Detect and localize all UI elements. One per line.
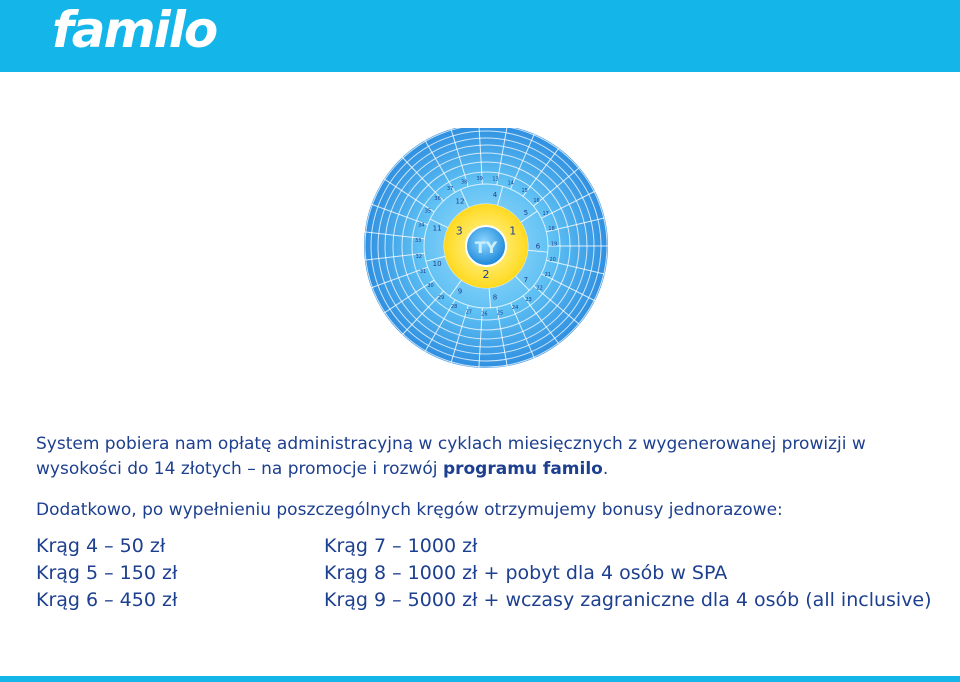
- footer-band: [0, 676, 960, 682]
- middle-ring-number: 5: [523, 209, 529, 217]
- bonus-item: Krąg 7 – 1000 zł: [324, 535, 478, 557]
- bonus-item: Krąg 9 – 5000 zł + wczasy zagraniczne dla 4 osób (all inclusive): [324, 589, 932, 611]
- outer-ring-number: 23: [525, 296, 532, 303]
- inner-ring-number: 2: [482, 267, 490, 281]
- program-name: programu familo: [442, 459, 603, 479]
- outer-ring-number: 30: [427, 283, 434, 290]
- bonus-intro: Dodatkowo, po wypełnieniu poszczególnych kręgów otrzymujemy bonusy jednorazowe:: [36, 500, 783, 520]
- outer-ring-number: 16: [533, 198, 540, 205]
- outer-ring-number: 34: [418, 222, 425, 229]
- outer-ring-number: 15: [521, 187, 528, 194]
- outer-ring-number: 19: [550, 241, 558, 248]
- outer-ring-number: 28: [450, 303, 458, 310]
- bonus-item: Krąg 4 – 50 zł: [36, 535, 166, 557]
- outer-ring-number: 39: [476, 176, 483, 182]
- outer-ring-number: 32: [415, 254, 422, 260]
- middle-ring-number: 6: [535, 242, 541, 251]
- outer-ring-number: 18: [548, 225, 555, 232]
- bonus-item: Krąg 5 – 150 zł: [36, 562, 178, 584]
- middle-ring-number: 11: [432, 224, 442, 233]
- bonus-item: Krąg 8 – 1000 zł + pobyt dla 4 osób w SPA: [324, 562, 728, 584]
- outer-ring-number: 14: [507, 180, 514, 187]
- bonus-item: Krąg 6 – 450 zł: [36, 589, 178, 611]
- outer-ring-number: 31: [419, 269, 427, 276]
- outer-ring-number: 37: [446, 186, 454, 193]
- outer-ring-number: 22: [536, 285, 543, 292]
- fee-text: System pobiera nam opłatę administracyjną w cyklach miesięcznych z wygenerowanej prowizji w wysokości do 14 złotych – na promocje i rozwój: [36, 434, 866, 479]
- fee-paragraph: [36, 432, 936, 482]
- fee-text-end: .: [602, 459, 609, 479]
- middle-ring-number: 10: [432, 260, 442, 269]
- outer-ring-number: 25: [496, 310, 504, 317]
- outer-ring-number: 20: [549, 257, 556, 264]
- familo-logo: familo: [52, 1, 217, 59]
- outer-ring-number: 21: [544, 272, 551, 279]
- middle-ring-number: 4: [492, 191, 498, 200]
- bonus-column-left: [36, 533, 177, 614]
- outer-ring-number: 36: [434, 195, 441, 202]
- outer-ring-number: 17: [542, 211, 549, 218]
- description-text: [36, 432, 936, 523]
- outer-ring-number: 24: [511, 305, 519, 312]
- outer-ring-number: 35: [424, 208, 432, 215]
- inner-ring-number: 3: [455, 224, 463, 238]
- outer-ring-number: 29: [437, 294, 445, 301]
- outer-ring-number: 33: [415, 238, 422, 245]
- middle-ring-number: 12: [455, 197, 465, 206]
- bonus-column-right: [324, 533, 932, 614]
- circle-diagram: [356, 128, 616, 388]
- outer-ring-number: 38: [461, 179, 468, 186]
- outer-ring-number: 13: [492, 176, 499, 183]
- outer-ring-number: 27: [465, 309, 472, 316]
- outer-ring-number: 26: [481, 311, 488, 318]
- middle-ring-number: 8: [492, 293, 498, 302]
- middle-ring-number: 7: [523, 275, 529, 284]
- circle-diagram-svg: [356, 128, 616, 388]
- header-band: [0, 0, 960, 72]
- middle-ring-number: 9: [457, 287, 463, 296]
- inner-ring-number: 1: [509, 224, 517, 238]
- center-label: TY: [474, 238, 498, 257]
